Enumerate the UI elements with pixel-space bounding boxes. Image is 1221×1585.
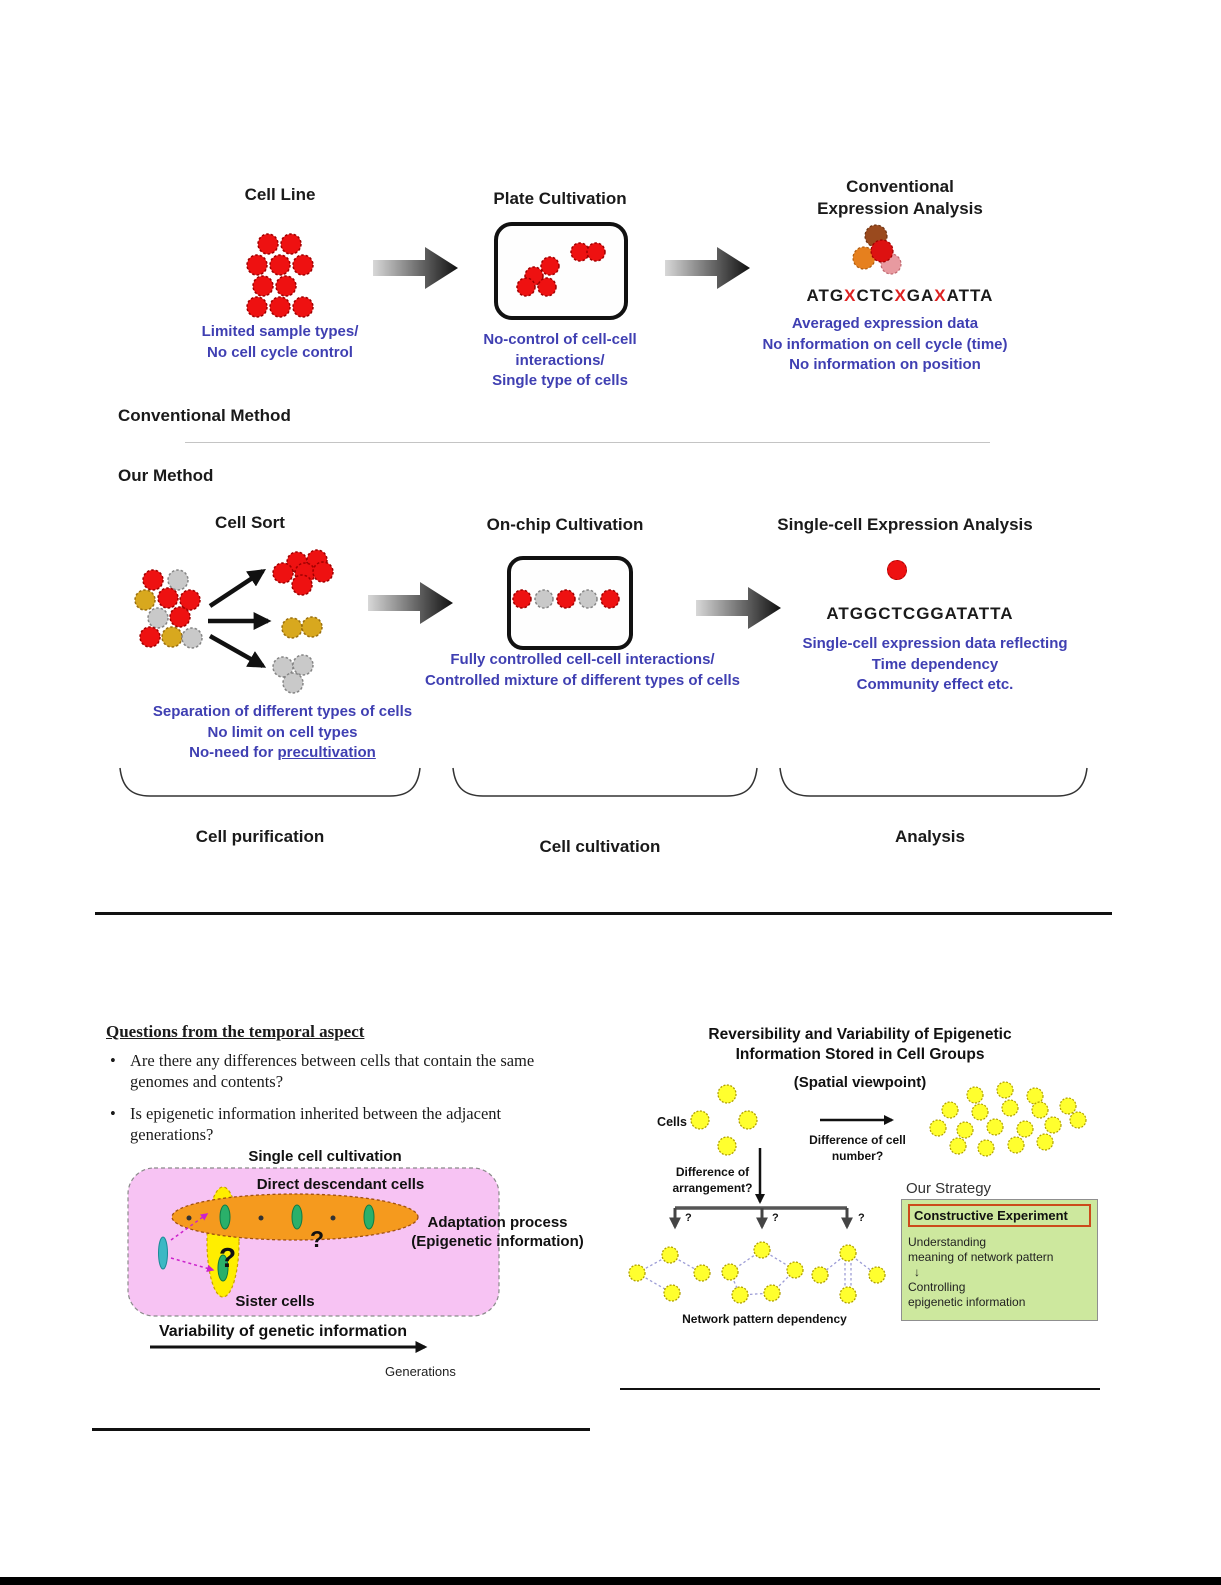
variability-label: Variability of genetic information	[158, 1323, 408, 1340]
question-mark-sister: ?	[219, 1242, 237, 1273]
phase-analysis: Analysis	[895, 827, 965, 846]
mixed-cell-cluster	[848, 222, 910, 280]
arrangement-question-3: ?	[858, 1212, 865, 1224]
arrow-right-icon	[373, 243, 458, 293]
phase-braces	[100, 766, 1110, 812]
singlecell-caption: Single-cell expression data reflecting Time dependency Community effect etc.	[802, 635, 1068, 694]
sister-cells-label: Sister cells	[235, 1293, 315, 1310]
precultivation-underlined: precultivation	[277, 744, 376, 762]
bullet-icon: •	[110, 1103, 116, 1123]
strategy-box: Constructive Experiment Understanding meaning of network pattern ↓ Controlling epigenetic information	[901, 1199, 1098, 1321]
single-red-cell	[887, 560, 907, 580]
arrow-right-icon	[368, 578, 453, 628]
question-mark-adaptation: ?	[310, 1226, 325, 1252]
temporal-heading: Questions from the temporal aspect	[106, 1022, 365, 1041]
plate-box	[494, 222, 628, 320]
temporal-panel-underline	[92, 1428, 590, 1431]
temporal-bullet-1: • Are there any differences between cells that contain the same genomes and contents?	[106, 1050, 561, 1093]
conventional-sequence: ATGXCTCXGAXATTA	[806, 286, 994, 305]
cell-sort-caption: Separation of different types of cells No limit on cell types No-need for precultivation	[152, 703, 413, 762]
page-bottom-bar	[0, 1577, 1221, 1585]
phase-cell-purification: Cell purification	[195, 827, 325, 846]
spatial-panel-underline	[620, 1388, 1100, 1390]
arrow-right-icon	[696, 583, 781, 633]
direct-descendant-label: Direct descendant cells	[256, 1176, 425, 1193]
onchip-cultivation-title: On-chip Cultivation	[486, 515, 644, 534]
our-method-label: Our Method	[118, 466, 214, 485]
plate-cells	[498, 226, 616, 308]
cell-line-caption: Limited sample types/ No cell cycle control	[201, 323, 359, 361]
singlecell-sequence: ATGGCTCGGATATTA	[826, 604, 1014, 623]
cell-sort-title: Cell Sort	[215, 513, 285, 532]
cell-line-cluster	[233, 230, 333, 322]
conventional-analysis-caption: Averaged expression data No information on cell cycle (time) No information on position	[762, 315, 1008, 374]
single-cell-cultivation-label: Single cell cultivation	[248, 1148, 402, 1165]
difference-arrangement-label: Difference of arrangement?	[672, 1165, 753, 1195]
arrangement-question-2: ?	[772, 1212, 779, 1224]
network-pattern-label: Network pattern dependency	[682, 1312, 847, 1326]
onchip-caption: Fully controlled cell-cell interactions/ Controlled mixture of different types of cells	[424, 651, 741, 689]
plate-cultivation-title: Plate Cultivation	[493, 189, 627, 208]
arrow-right-icon	[665, 243, 750, 293]
down-arrow-icon: ↓	[914, 1265, 920, 1279]
plate-caption: No-control of cell-cell interactions/ Single type of cells	[483, 331, 637, 390]
temporal-questions-block	[106, 1022, 586, 1156]
difference-cell-number-label: Difference of cell number?	[809, 1133, 906, 1163]
onchip-cells	[511, 560, 621, 638]
temporal-bullet-2: • Is epigenetic information inherited between the adjacent generations?	[106, 1103, 561, 1146]
cell-sort-diagram	[130, 540, 345, 700]
cells-label: Cells	[657, 1115, 687, 1129]
conventional-method-label: Conventional Method	[118, 406, 291, 425]
onchip-box	[507, 556, 633, 650]
constructive-experiment-box: Constructive Experiment	[908, 1204, 1091, 1227]
method-divider	[185, 442, 990, 443]
section-divider	[95, 912, 1112, 915]
arrangement-question-1: ?	[685, 1212, 692, 1224]
generations-axis-label: Generations	[385, 1364, 456, 1379]
phase-cell-cultivation: Cell cultivation	[539, 837, 661, 856]
bullet-icon: •	[110, 1051, 116, 1070]
cell-line-title: Cell Line	[244, 185, 316, 204]
conventional-analysis-title: Conventional Expression Analysis	[817, 177, 983, 219]
adaptation-process-label: Adaptation process (Epigenetic information)	[411, 1214, 584, 1250]
spatial-subtitle: (Spatial viewpoint)	[793, 1074, 927, 1091]
singlecell-analysis-title: Single-cell Expression Analysis	[777, 515, 1033, 534]
spatial-title: Reversibility and Variability of Epigenetic Information Stored in Cell Groups	[708, 1026, 1012, 1064]
our-strategy-heading: Our Strategy	[906, 1180, 992, 1197]
